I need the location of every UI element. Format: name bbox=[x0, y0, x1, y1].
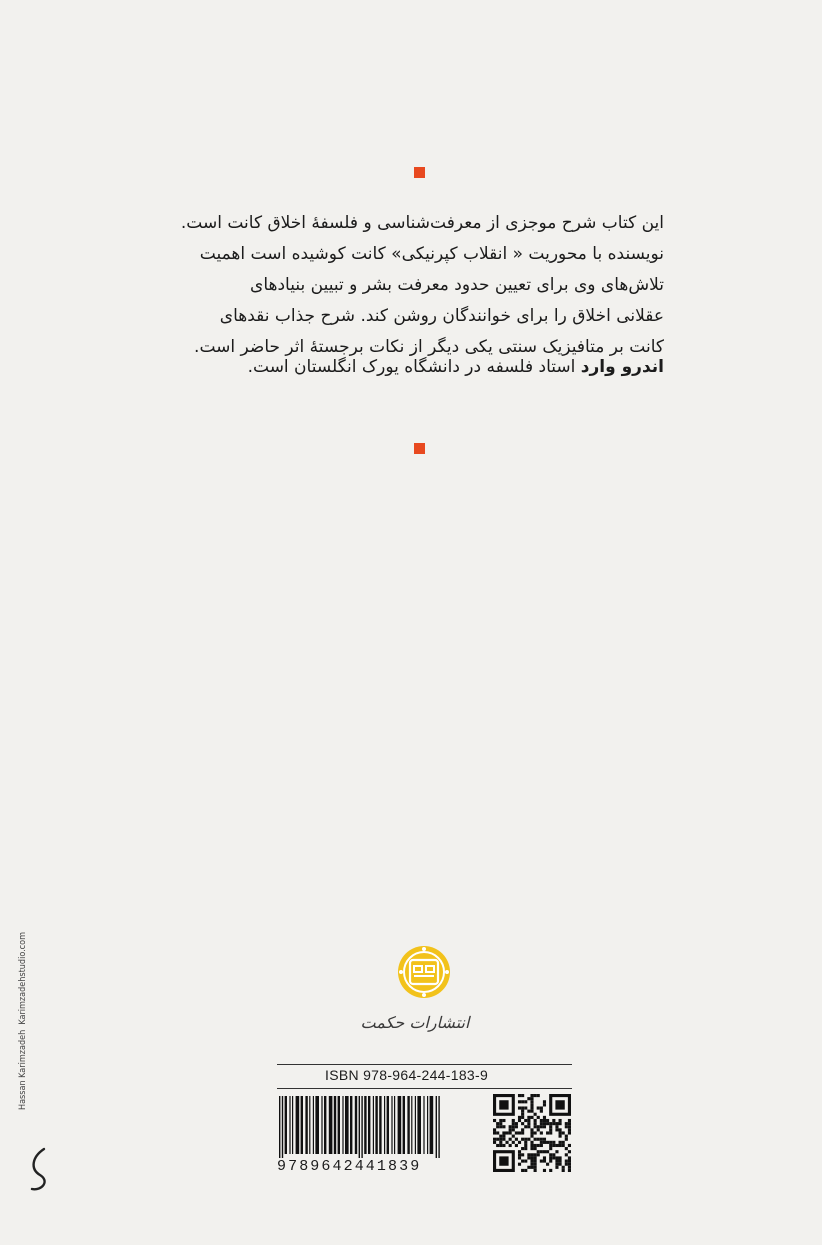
qr-module bbox=[555, 1128, 558, 1131]
qr-module bbox=[534, 1144, 537, 1147]
barcode-bar bbox=[373, 1096, 374, 1154]
qr-module bbox=[534, 1166, 537, 1169]
qr-module bbox=[549, 1153, 552, 1156]
qr-module bbox=[524, 1160, 527, 1163]
qr-module bbox=[521, 1131, 524, 1134]
qr-module bbox=[568, 1160, 571, 1163]
qr-module bbox=[524, 1119, 527, 1122]
qr-module bbox=[534, 1094, 537, 1097]
barcode-bar bbox=[391, 1096, 392, 1154]
qr-module bbox=[524, 1141, 527, 1144]
qr-module bbox=[543, 1125, 546, 1128]
qr-module bbox=[493, 1119, 496, 1122]
qr-module bbox=[552, 1144, 555, 1147]
designer-website: Karimzadehstudio.com bbox=[18, 932, 28, 1025]
qr-module bbox=[512, 1141, 515, 1144]
qr-module bbox=[515, 1125, 518, 1128]
qr-module bbox=[549, 1144, 552, 1147]
qr-module bbox=[555, 1144, 558, 1147]
qr-module bbox=[559, 1128, 562, 1131]
barcode-bar bbox=[430, 1096, 434, 1154]
qr-module bbox=[559, 1160, 562, 1163]
qr-module bbox=[521, 1147, 524, 1150]
qr-module bbox=[565, 1125, 568, 1128]
qr-module bbox=[562, 1141, 565, 1144]
qr-module bbox=[540, 1160, 543, 1163]
qr-module bbox=[534, 1131, 537, 1134]
qr-module bbox=[559, 1131, 562, 1134]
author-description: استاد فلسفه در دانشگاه یورک انگلستان است. bbox=[247, 357, 581, 377]
qr-module bbox=[534, 1125, 537, 1128]
qr-module bbox=[499, 1135, 502, 1138]
qr-module bbox=[546, 1119, 549, 1122]
qr-module bbox=[493, 1138, 496, 1141]
qr-module bbox=[537, 1138, 540, 1141]
author-name: اندرو وارد bbox=[580, 357, 664, 377]
qr-module bbox=[555, 1163, 558, 1166]
qr-module bbox=[502, 1144, 505, 1147]
qr-module bbox=[530, 1156, 533, 1159]
qr-module bbox=[499, 1100, 508, 1109]
qr-module bbox=[499, 1144, 502, 1147]
qr-module bbox=[509, 1138, 512, 1141]
barcode-bar bbox=[368, 1096, 370, 1154]
barcode-bar bbox=[359, 1096, 360, 1158]
qr-module bbox=[527, 1110, 530, 1113]
qr-module bbox=[496, 1138, 499, 1141]
qr-module bbox=[530, 1116, 533, 1119]
designer-signature-icon bbox=[24, 1145, 60, 1195]
qr-module bbox=[565, 1138, 568, 1141]
isbn-rule-bottom bbox=[277, 1088, 572, 1089]
qr-module bbox=[521, 1128, 524, 1131]
qr-module bbox=[555, 1160, 558, 1163]
qr-module bbox=[568, 1166, 571, 1169]
qr-module bbox=[543, 1138, 546, 1141]
qr-module bbox=[527, 1119, 530, 1122]
qr-module bbox=[530, 1103, 533, 1106]
qr-module bbox=[518, 1156, 521, 1159]
barcode-bar bbox=[361, 1096, 362, 1158]
qr-module bbox=[543, 1116, 546, 1119]
qr-module bbox=[543, 1122, 546, 1125]
qr-module bbox=[555, 1122, 558, 1125]
qr-module bbox=[540, 1138, 543, 1141]
qr-module bbox=[537, 1150, 540, 1153]
blurb-line: عقلانی اخلاق را برای خوانندگان روشن کند. شرح جذاب نقدهای bbox=[219, 306, 664, 326]
qr-module bbox=[555, 1156, 558, 1159]
qr-module bbox=[543, 1150, 546, 1153]
qr-module bbox=[499, 1125, 502, 1128]
barcode-bar bbox=[282, 1096, 283, 1158]
qr-module bbox=[562, 1166, 565, 1169]
qr-module bbox=[499, 1122, 502, 1125]
qr-module bbox=[534, 1122, 537, 1125]
qr-module bbox=[540, 1106, 543, 1109]
qr-module bbox=[552, 1119, 555, 1122]
qr-module bbox=[518, 1100, 521, 1103]
barcode-bar bbox=[315, 1096, 319, 1154]
qr-module bbox=[559, 1119, 562, 1122]
author-note bbox=[148, 352, 664, 383]
qr-module bbox=[552, 1156, 555, 1159]
qr-module bbox=[543, 1156, 546, 1159]
qr-module bbox=[549, 1141, 552, 1144]
barcode-bar bbox=[342, 1096, 343, 1154]
qr-module bbox=[530, 1160, 533, 1163]
qr-module bbox=[521, 1122, 524, 1125]
qr-module bbox=[509, 1125, 512, 1128]
qr-module bbox=[537, 1106, 540, 1109]
qr-module bbox=[543, 1100, 546, 1103]
qr-module bbox=[515, 1122, 518, 1125]
qr-module bbox=[568, 1150, 571, 1153]
qr-module bbox=[493, 1128, 496, 1131]
qr-module bbox=[568, 1169, 571, 1172]
barcode-bar bbox=[415, 1096, 416, 1154]
qr-module bbox=[524, 1125, 527, 1128]
qr-module bbox=[559, 1156, 562, 1159]
qr-module bbox=[546, 1131, 549, 1134]
qr-module bbox=[499, 1156, 508, 1165]
qr-module bbox=[555, 1125, 558, 1128]
qr-module bbox=[518, 1106, 521, 1109]
barcode-bar bbox=[324, 1096, 326, 1154]
qr-module bbox=[524, 1100, 527, 1103]
qr-module bbox=[546, 1141, 549, 1144]
qr-module bbox=[512, 1125, 515, 1128]
qr-module bbox=[549, 1156, 552, 1159]
qr-module bbox=[530, 1135, 533, 1138]
qr-module bbox=[568, 1119, 571, 1122]
qr-module bbox=[537, 1128, 540, 1131]
qr-module bbox=[562, 1144, 565, 1147]
barcode-bar bbox=[345, 1096, 349, 1154]
qr-module bbox=[518, 1119, 521, 1122]
qr-module bbox=[512, 1122, 515, 1125]
qr-module bbox=[530, 1163, 533, 1166]
publisher-name: انتشارات حکمت bbox=[360, 1013, 470, 1032]
barcode-bar bbox=[403, 1096, 405, 1154]
qr-module bbox=[502, 1131, 505, 1134]
qr-module bbox=[537, 1125, 540, 1128]
qr-module bbox=[521, 1100, 524, 1103]
qr-module bbox=[521, 1153, 524, 1156]
qr-module bbox=[530, 1094, 533, 1097]
qr-module bbox=[527, 1166, 530, 1169]
qr-module bbox=[530, 1097, 533, 1100]
qr-module bbox=[534, 1160, 537, 1163]
qr-module bbox=[505, 1131, 508, 1134]
qr-module bbox=[549, 1169, 552, 1172]
qr-module bbox=[518, 1094, 521, 1097]
qr-module bbox=[515, 1144, 518, 1147]
qr-module bbox=[512, 1135, 515, 1138]
qr-module bbox=[568, 1131, 571, 1134]
qr-module bbox=[549, 1125, 552, 1128]
qr-module bbox=[509, 1128, 512, 1131]
qr-module bbox=[527, 1153, 530, 1156]
qr-module bbox=[534, 1119, 537, 1122]
qr-module bbox=[493, 1131, 496, 1134]
barcode-bar bbox=[355, 1096, 357, 1154]
qr-module bbox=[559, 1163, 562, 1166]
qr-module bbox=[537, 1153, 540, 1156]
qr-module bbox=[543, 1160, 546, 1163]
qr-module bbox=[524, 1169, 527, 1172]
qr-module bbox=[530, 1110, 533, 1113]
qr-module bbox=[543, 1141, 546, 1144]
qr-module bbox=[530, 1141, 533, 1144]
barcode-bar bbox=[438, 1096, 439, 1158]
qr-module bbox=[546, 1150, 549, 1153]
barcode-bar bbox=[279, 1096, 280, 1158]
qr-module bbox=[549, 1160, 552, 1163]
blurb-line: تلاش‌های وی برای تعیین حدود معرفت بشر و تبیین بنیادهای bbox=[250, 275, 664, 295]
qr-module bbox=[555, 1100, 564, 1109]
barcode-bar bbox=[394, 1096, 395, 1154]
qr-module bbox=[568, 1163, 571, 1166]
qr-module bbox=[493, 1141, 496, 1144]
qr-module bbox=[530, 1106, 533, 1109]
qr-module bbox=[518, 1153, 521, 1156]
qr-module bbox=[540, 1110, 543, 1113]
barcode-bar bbox=[334, 1096, 336, 1154]
qr-module bbox=[527, 1125, 530, 1128]
qr-module bbox=[568, 1125, 571, 1128]
qr-module bbox=[530, 1144, 533, 1147]
qr-module bbox=[568, 1156, 571, 1159]
qr-module bbox=[524, 1147, 527, 1150]
qr-module bbox=[543, 1103, 546, 1106]
qr-module bbox=[521, 1116, 524, 1119]
qr-module bbox=[568, 1144, 571, 1147]
barcode-bar bbox=[436, 1096, 437, 1158]
barcode-bar bbox=[321, 1096, 322, 1154]
qr-module bbox=[509, 1144, 512, 1147]
qr-module bbox=[518, 1116, 521, 1119]
qr-module bbox=[530, 1128, 533, 1131]
qr-module bbox=[530, 1166, 533, 1169]
qr-code-icon bbox=[493, 1094, 571, 1172]
qr-module bbox=[534, 1153, 537, 1156]
barcode-bar bbox=[407, 1096, 409, 1154]
qr-module bbox=[502, 1119, 505, 1122]
qr-module bbox=[534, 1113, 537, 1116]
qr-module bbox=[527, 1122, 530, 1125]
barcode bbox=[277, 1096, 477, 1158]
qr-module bbox=[565, 1135, 568, 1138]
barcode-bar bbox=[305, 1096, 307, 1154]
barcode-bar bbox=[379, 1096, 381, 1154]
qr-module bbox=[540, 1141, 543, 1144]
qr-module bbox=[524, 1106, 527, 1109]
barcode-bar bbox=[417, 1096, 421, 1154]
qr-module bbox=[565, 1122, 568, 1125]
qr-module bbox=[521, 1138, 524, 1141]
qr-module bbox=[521, 1106, 524, 1109]
barcode-bar bbox=[375, 1096, 377, 1154]
qr-module bbox=[499, 1119, 502, 1122]
qr-module bbox=[534, 1147, 537, 1150]
qr-module bbox=[512, 1128, 515, 1131]
qr-module bbox=[496, 1131, 499, 1134]
qr-module bbox=[540, 1150, 543, 1153]
qr-module bbox=[559, 1144, 562, 1147]
qr-module bbox=[549, 1128, 552, 1131]
qr-module bbox=[559, 1135, 562, 1138]
qr-module bbox=[540, 1125, 543, 1128]
qr-module bbox=[515, 1131, 518, 1134]
qr-module bbox=[534, 1163, 537, 1166]
qr-module bbox=[502, 1125, 505, 1128]
qr-module bbox=[534, 1138, 537, 1141]
barcode-bar bbox=[350, 1096, 352, 1154]
qr-module bbox=[527, 1156, 530, 1159]
qr-module bbox=[543, 1169, 546, 1172]
qr-module bbox=[534, 1156, 537, 1159]
barcode-bar bbox=[309, 1096, 310, 1154]
qr-module bbox=[568, 1128, 571, 1131]
qr-module bbox=[521, 1094, 524, 1097]
qr-module bbox=[555, 1166, 558, 1169]
qr-module bbox=[496, 1125, 499, 1128]
qr-module bbox=[537, 1116, 540, 1119]
barcode-bar bbox=[296, 1096, 300, 1154]
qr-module bbox=[549, 1147, 552, 1150]
isbn-rule-top bbox=[277, 1064, 572, 1065]
designer-credit bbox=[18, 932, 28, 1110]
barcode-bar bbox=[338, 1096, 340, 1154]
qr-module bbox=[512, 1119, 515, 1122]
barcode-digits: 9789642441839 bbox=[277, 1158, 422, 1175]
isbn-panel bbox=[277, 1064, 572, 1184]
qr-module bbox=[537, 1144, 540, 1147]
qr-module bbox=[505, 1141, 508, 1144]
qr-module bbox=[546, 1163, 549, 1166]
blurb-line: این کتاب شرح موجزی از معرفت‌شناسی و فلسفهٔ اخلاق کانت است. bbox=[180, 213, 664, 233]
qr-module bbox=[518, 1163, 521, 1166]
qr-module bbox=[521, 1160, 524, 1163]
qr-module bbox=[530, 1147, 533, 1150]
qr-module bbox=[546, 1122, 549, 1125]
qr-module bbox=[496, 1122, 499, 1125]
blurb-text bbox=[148, 208, 664, 363]
qr-module bbox=[521, 1169, 524, 1172]
qr-module bbox=[530, 1153, 533, 1156]
qr-module bbox=[499, 1138, 502, 1141]
qr-module bbox=[524, 1138, 527, 1141]
qr-module bbox=[534, 1169, 537, 1172]
barcode-bar bbox=[292, 1096, 293, 1154]
qr-module bbox=[565, 1153, 568, 1156]
qr-module bbox=[549, 1131, 552, 1134]
qr-module bbox=[521, 1113, 524, 1116]
barcode-bar bbox=[423, 1096, 424, 1154]
qr-module bbox=[565, 1160, 568, 1163]
qr-module bbox=[537, 1094, 540, 1097]
barcode-bar bbox=[364, 1096, 366, 1154]
qr-module bbox=[540, 1119, 543, 1122]
qr-module bbox=[527, 1097, 530, 1100]
qr-module bbox=[565, 1147, 568, 1150]
qr-module bbox=[562, 1169, 565, 1172]
qr-module bbox=[502, 1135, 505, 1138]
barcode-bar bbox=[387, 1096, 389, 1154]
qr-module bbox=[555, 1150, 558, 1153]
barcode-bar bbox=[313, 1096, 314, 1154]
barcode-bar bbox=[329, 1096, 333, 1154]
qr-module bbox=[499, 1141, 502, 1144]
barcode-bar bbox=[427, 1096, 428, 1154]
blurb-line: نویسنده با محوریت « انقلاب کپرنیکی» کانت کوشیده است اهمیت bbox=[199, 244, 664, 264]
qr-module bbox=[518, 1131, 521, 1134]
qr-module bbox=[502, 1138, 505, 1141]
qr-module bbox=[540, 1131, 543, 1134]
qr-module bbox=[530, 1131, 533, 1134]
designer-name: Hassan Karimzadeh bbox=[18, 1029, 28, 1110]
qr-module bbox=[552, 1122, 555, 1125]
qr-module bbox=[568, 1122, 571, 1125]
qr-module bbox=[521, 1110, 524, 1113]
qr-module bbox=[540, 1122, 543, 1125]
bottom-ornament bbox=[414, 443, 425, 454]
isbn-label: ISBN 978-964-244-183-9 bbox=[325, 1067, 489, 1083]
qr-module bbox=[562, 1131, 565, 1134]
qr-module bbox=[530, 1100, 533, 1103]
qr-module bbox=[524, 1144, 527, 1147]
qr-module bbox=[543, 1119, 546, 1122]
qr-module bbox=[559, 1141, 562, 1144]
qr-module bbox=[527, 1138, 530, 1141]
top-ornament bbox=[414, 167, 425, 178]
qr-module bbox=[559, 1122, 562, 1125]
qr-module bbox=[509, 1131, 512, 1134]
blurb-line: کانت بر متافیزیک سنتی یکی دیگر از نکات برجستهٔ اثر حاضر است. bbox=[194, 337, 664, 357]
barcode-bar bbox=[398, 1096, 402, 1154]
barcode-bar bbox=[301, 1096, 303, 1154]
barcode-bar bbox=[285, 1096, 287, 1154]
qr-module bbox=[518, 1141, 521, 1144]
qr-module bbox=[552, 1141, 555, 1144]
qr-module bbox=[565, 1163, 568, 1166]
barcode-bar bbox=[411, 1096, 412, 1154]
barcode-bar bbox=[289, 1096, 290, 1154]
qr-module bbox=[540, 1144, 543, 1147]
qr-module bbox=[496, 1144, 499, 1147]
qr-module bbox=[515, 1138, 518, 1141]
qr-module bbox=[518, 1150, 521, 1153]
barcode-bar bbox=[384, 1096, 385, 1154]
qr-module bbox=[552, 1153, 555, 1156]
qr-module bbox=[549, 1122, 552, 1125]
qr-module bbox=[527, 1116, 530, 1119]
